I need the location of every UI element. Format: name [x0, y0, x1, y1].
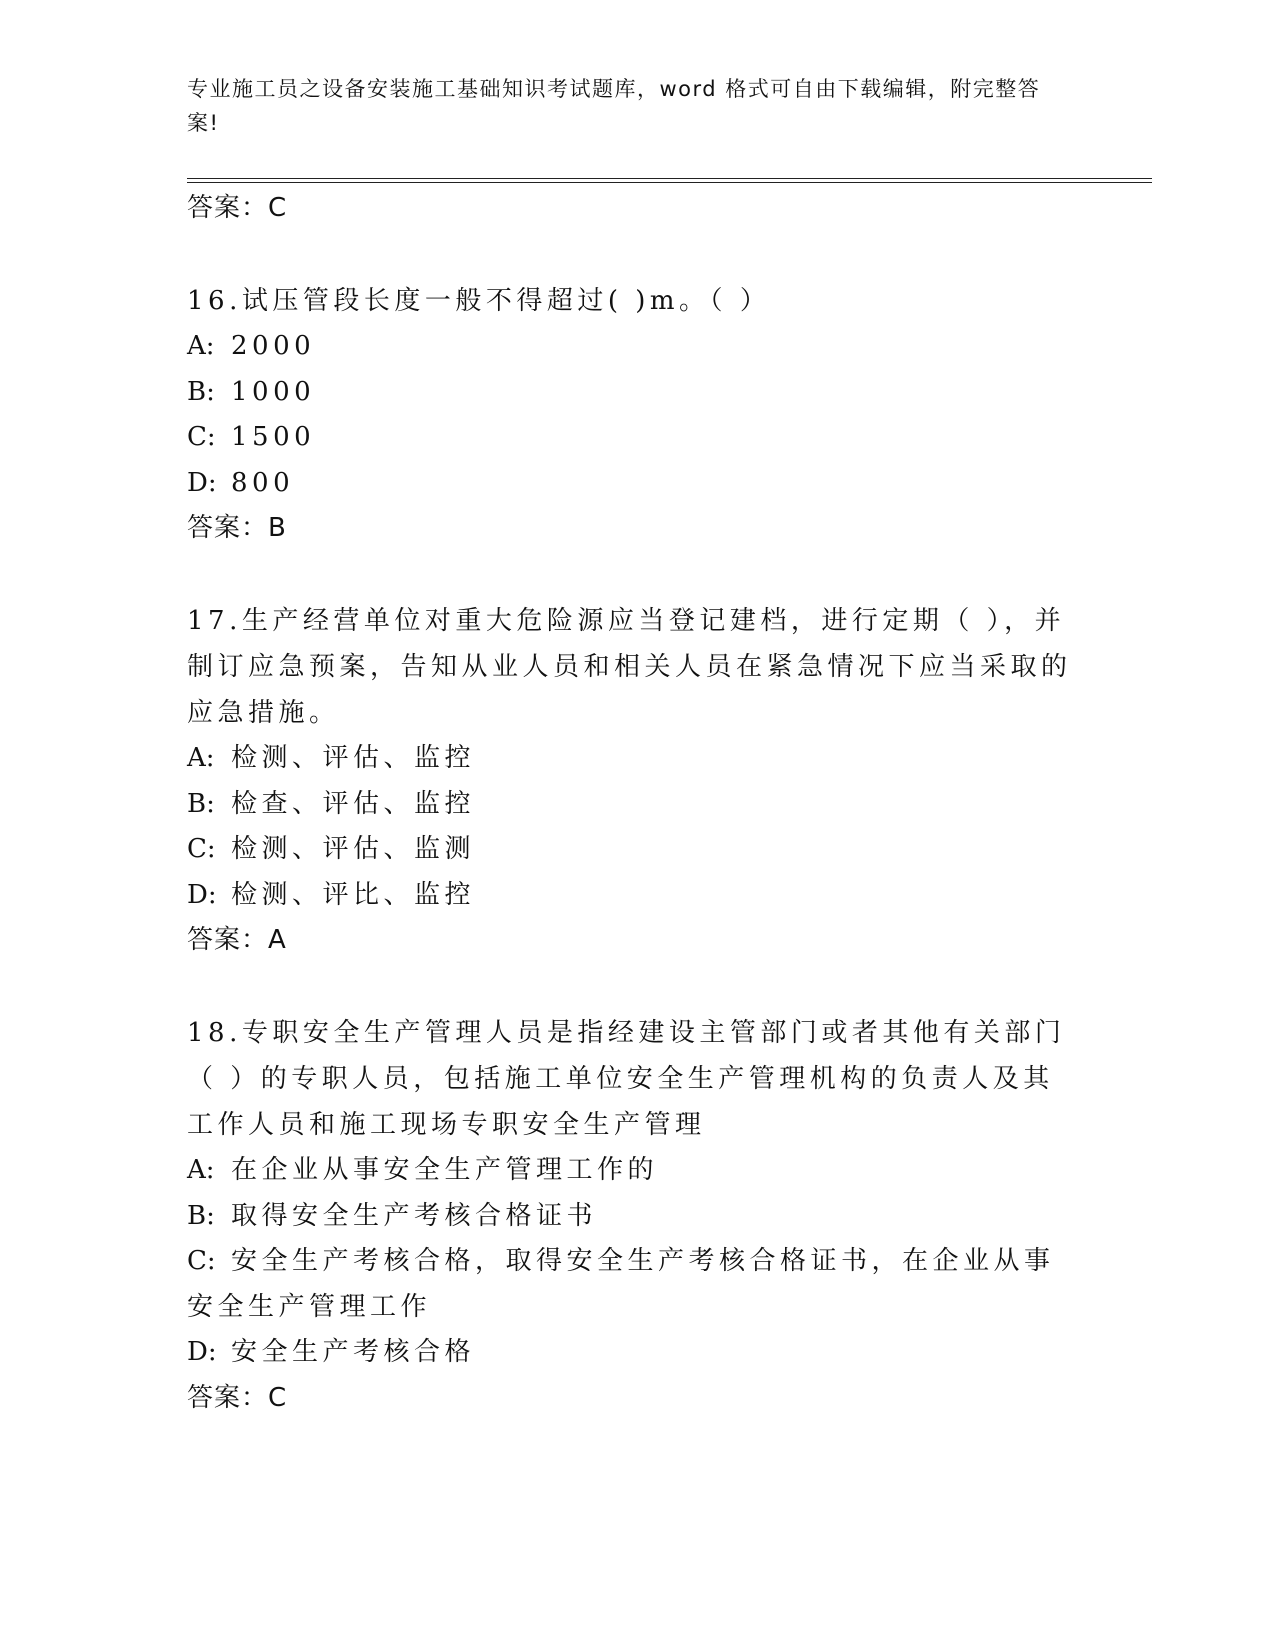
option-letter: C:	[187, 422, 216, 452]
option-text: 安全生产考核合格，取得安全生产考核合格证书，在企业从事安全生产管理工作	[187, 1246, 1055, 1322]
option-text: 安全生产考核合格	[231, 1337, 476, 1367]
option-text: 1500	[231, 422, 316, 452]
option-letter: D:	[187, 1337, 217, 1367]
spacer	[187, 551, 1077, 598]
option-a	[187, 1148, 1077, 1194]
option-text: 取得安全生产考核合格证书	[231, 1200, 598, 1231]
question-text: 16.试压管段长度一般不得超过( )m。（ ）	[187, 286, 771, 316]
question-text: 18.专职安全生产管理人员是指经建设主管部门或者其他有关部门（ ）的专职人员，包括施工单位安全生产管理机构的负责人及其工作人员和施工现场专职安全生产管理	[187, 1018, 1066, 1140]
question-18	[187, 1010, 1077, 1421]
option-letter: C:	[187, 834, 216, 864]
option-letter: B:	[187, 1200, 215, 1231]
option-d	[187, 461, 1077, 507]
option-letter: C:	[187, 1246, 216, 1276]
option-text: 1000	[231, 376, 316, 407]
header-divider-top	[187, 178, 1152, 179]
option-letter: A:	[187, 331, 215, 361]
option-a	[187, 324, 1077, 370]
question-16	[187, 278, 1077, 551]
option-letter: B:	[187, 376, 215, 407]
option-letter: A:	[187, 1155, 215, 1185]
option-d	[187, 1330, 1077, 1376]
spacer	[187, 231, 1077, 278]
option-text: 检测、评比、监控	[231, 879, 476, 910]
option-letter: D:	[187, 467, 217, 498]
option-text: 检测、评估、监控	[231, 743, 476, 773]
option-d	[187, 873, 1077, 919]
question-content	[187, 186, 1077, 1421]
answer-line: 答案：B	[187, 513, 287, 543]
answer-line: 答案：A	[187, 925, 287, 955]
option-text: 检查、评估、监控	[231, 788, 476, 819]
option-a	[187, 736, 1077, 782]
answer-line: 答案：C	[187, 1382, 288, 1413]
option-text: 2000	[231, 331, 316, 361]
option-b	[187, 782, 1077, 828]
option-letter: B:	[187, 788, 215, 819]
option-letter: D:	[187, 879, 217, 910]
document-header: 专业施工员之设备安装施工基础知识考试题库，word 格式可自由下载编辑，附完整答案!	[187, 77, 1041, 135]
option-text: 800	[231, 467, 295, 498]
option-c	[187, 1239, 1077, 1330]
answer-line: 答案：C	[187, 193, 288, 223]
spacer	[187, 963, 1077, 1010]
option-text: 检测、评估、监测	[231, 834, 476, 864]
question-text: 17.生产经营单位对重大危险源应当登记建档，进行定期（ ），并制订应急预案，告知从业人员和相关人员在紧急情况下应当采取的应急措施。	[187, 606, 1072, 728]
option-c	[187, 415, 1077, 461]
option-b	[187, 1194, 1077, 1240]
option-c	[187, 827, 1077, 873]
option-text: 在企业从事安全生产管理工作的	[231, 1155, 659, 1185]
option-letter: A:	[187, 743, 215, 773]
option-b	[187, 370, 1077, 416]
header-divider-bottom	[187, 182, 1152, 183]
question-17	[187, 598, 1077, 963]
